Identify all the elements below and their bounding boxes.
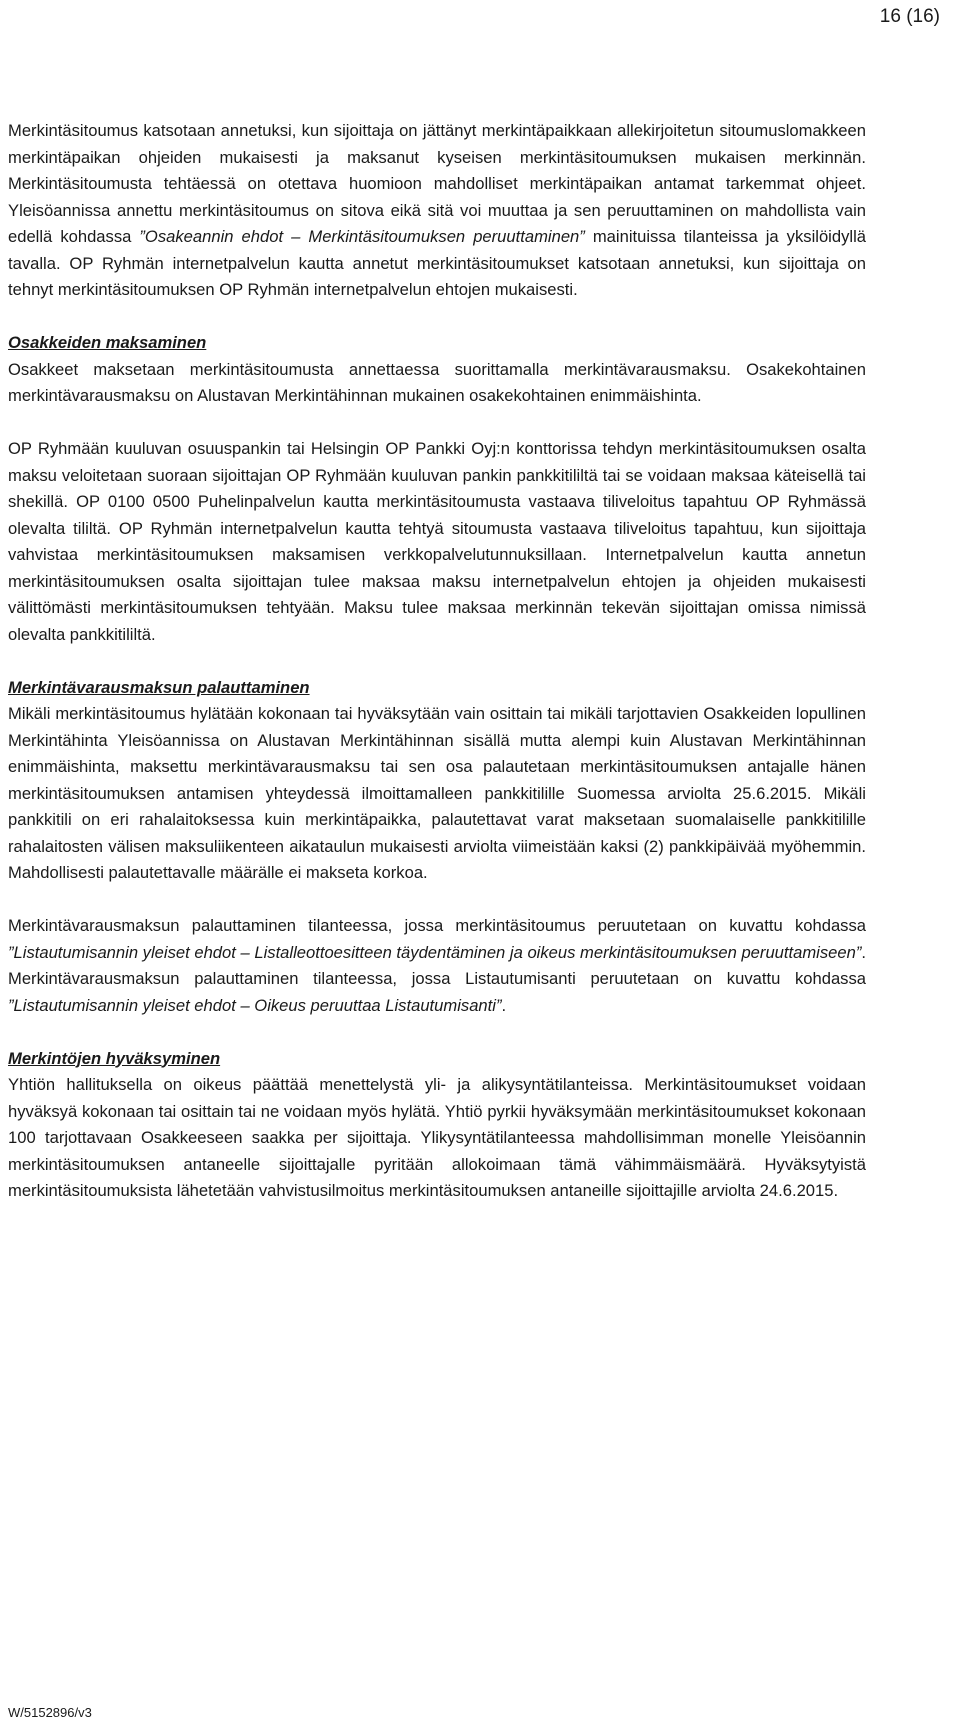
refund-text-a: Merkintävarausmaksun palauttaminen tilanteessa, jossa merkintäsitoumus peruutetaan on kuvattu kohdassa (8, 916, 866, 935)
refund-paragraph-1: Mikäli merkintäsitoumus hylätään kokonaan tai hyväksytään vain osittain tai mikäli tarjottavien Osakkeiden lopullinen Merkintähinta Yleisöannissa on Alustavan Merkintähinnan sisällä mutta alempi kuin Alustavan Merkintähinnan enimmäishinta, maksettu merkintävarausmaksu tai sen osa palautetaan merkintäsitoumuksen antajalle hänen merkintäsitoumuksen antamisen yhteydessä ilmoittamalleen pankkitilille Suomessa arviolta 25.6.2015. Mikäli pankkitili on eri rahalaitoksessa kuin merkintäpaikka, palautettavat varat maksetaan suomalaiselle pankkitilille rahalaitosten välisen maksuliikenteen aikataulun mukaisesti arviolta viimeistään kaksi (2) pankkipäivää myöhemmin. Mahdollisesti palautettavalle määrälle ei makseta korkoa. (8, 704, 866, 882)
payment-paragraph-2: OP Ryhmään kuuluvan osuuspankin tai Helsingin OP Pankki Oyj:n konttorissa tehdyn merkintäsitoumuksen osalta maksu veloitetaan suoraan sijoittajan OP Ryhmään kuuluvan pankin pankkitililtä tai se voidaan maksaa käteisellä tai shekillä. OP 0100 0500 Puhelinpalvelun kautta merkintäsitoumusta vastaava tiliveloitus tapahtuu OP Ryhmässä olevalta tililtä. OP Ryhmän internetpalvelun kautta tehtyä sitoumusta vastaava tiliveloitus tapahtuu, kun sijoittaja vahvistaa merkintäsitoumuksen maksamisen verkkopalvelutunnuksillaan. Internetpalvelun kautta annetun merkintäsitoumuksen osalta sijoittajan tulee maksaa maksu internetpalvelun ehtojen ja ohjeiden mukaisesti välittömästi merkintäsitoumuksen tehtyään. Maksu tulee maksaa merkinnän tekevän sijoittajan omissa nimissä olevalta pankkitililtä. (8, 439, 866, 644)
refund-reference-1: ”Listautumisannin yleiset ehdot – Listalleottoesitteen täydentäminen ja oikeus merkintäsitoumuksen peruuttamiseen” (8, 942, 862, 962)
refund-paragraph-2 (8, 913, 866, 1019)
approval-paragraph: Yhtiön hallituksella on oikeus päättää menettelystä yli- ja alikysyntätilanteissa. Merkintäsitoumukset voidaan hyväksyä kokonaan tai osittain tai ne voidaan myös hylätä. Yhtiö pyrkii hyväksymään merkintäsitoumukset kokonaan 100 tarjottavaan Osakkeeseen saakka per sijoittaja. Ylikysyntätilanteessa mahdollisimman monelle Yleisöannin merkintäsitoumuksen antaneelle sijoittajalle pyritään allokoimaan tämä vähimmäismäärä. Hyväksytyistä merkintäsitoumuksista lähetetään vahvistusilmoitus merkintäsitoumuksen antaneille sijoittajille arviolta 24.6.2015. (8, 1075, 866, 1200)
intro-reference: ”Osakeannin ehdot – Merkintäsitoumuksen peruuttaminen” (139, 227, 585, 246)
refund-reference-2: ”Listautumisannin yleiset ehdot – Oikeus peruuttaa Listautumisanti” (8, 995, 502, 1015)
document-body (8, 118, 866, 1231)
intro-text-2: mainituissa tilanteissa ja yksilöidyllä tavalla. OP Ryhmän internetpalvelun kautta annetut merkintäsitoumukset katsotaan annetuksi, kun sijoittaja on tehnyt merkintäsitoumuksen OP Ryhmän internetpalvelun ehtojen mukaisesti. (8, 227, 866, 299)
intro-text-1: Merkintäsitoumus katsotaan annetuksi, kun sijoittaja on jättänyt merkintäpaikkaan allekirjoitetun sitoumuslomakkeen merkintäpaikan ohjeiden mukaisesti ja maksanut kyseisen merkintäsitoumuksen mukaisen merkinnän. Merkintäsitoumusta tehtäessä on otettava huomioon mahdolliset merkintäpaikan antamat tarkemmat ohjeet. Yleisöannissa annettu merkintäsitoumus on sitova eikä sitä voi muuttaa ja sen peruuttaminen on mahdollista vain edellä kohdassa (8, 121, 866, 246)
refund-text-c: . (501, 995, 507, 1015)
payment-paragraph-1: Osakkeet maksetaan merkintäsitoumusta annettaessa suorittamalla merkintävarausmaksu. Osakekohtainen merkintävarausmaksu on Alustavan Merkintähinnan mukainen osakekohtainen enimmäishinta. (8, 359, 866, 405)
heading-approval: Merkintöjen hyväksyminen (8, 1048, 221, 1068)
document-id-footer: W/5152896/v3 (8, 1705, 92, 1720)
heading-payment: Osakkeiden maksaminen (8, 333, 207, 352)
page-number: 16 (16) (879, 6, 940, 27)
heading-refund: Merkintävarausmaksun palauttaminen (8, 677, 310, 697)
intro-paragraph (8, 118, 866, 304)
refund-text-b: . Merkintävarausmaksun palauttaminen tilanteessa, jossa Listautumisanti peruutetaan on kuvattu kohdassa (8, 942, 866, 988)
